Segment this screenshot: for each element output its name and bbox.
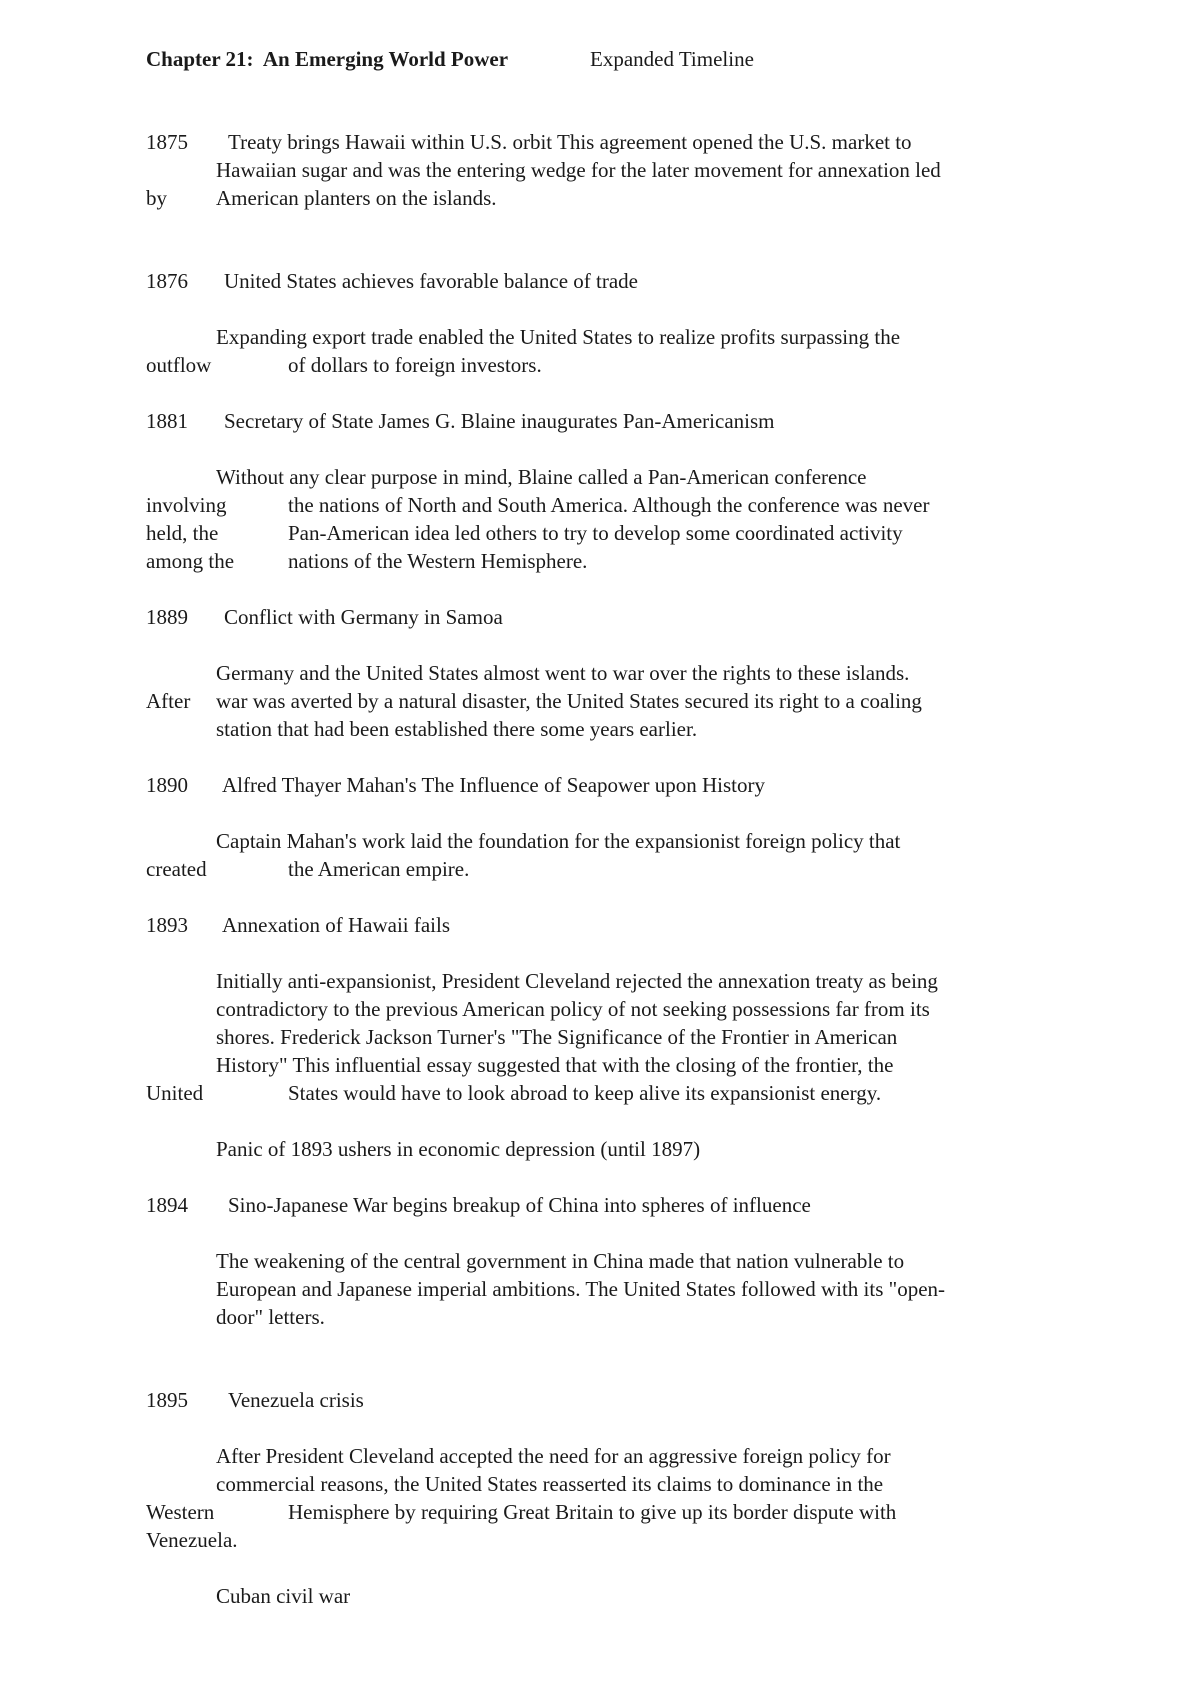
entry-margin-text: Western bbox=[146, 1500, 215, 1524]
entry-text: European and Japanese imperial ambitions. The United States followed with its "open- bbox=[216, 1277, 946, 1301]
entry-text: war was averted by a natural disaster, the United States secured its right to a coaling bbox=[216, 689, 922, 713]
entry-heading: Venezuela crisis bbox=[228, 1388, 364, 1412]
entry-text: door" letters. bbox=[216, 1305, 325, 1329]
entry-heading: Alfred Thayer Mahan's The Influence of Seapower upon History bbox=[222, 773, 766, 797]
entry-text: Captain Mahan's work laid the foundation for the expansionist foreign policy that bbox=[216, 829, 901, 853]
entry-text: nations of the Western Hemisphere. bbox=[288, 549, 588, 573]
entry-text: States would have to look abroad to keep alive its expansionist energy. bbox=[288, 1081, 882, 1105]
entry-year: 1876 bbox=[146, 269, 188, 293]
entry-text: Without any clear purpose in mind, Blaine called a Pan-American conference bbox=[216, 465, 867, 489]
entry-year: 1893 bbox=[146, 913, 188, 937]
entry-text: Hawaiian sugar and was the entering wedge for the later movement for annexation led bbox=[216, 158, 941, 182]
entry-year: 1875 bbox=[146, 130, 188, 154]
entry-margin-text: United bbox=[146, 1081, 204, 1105]
entry-margin-text: among the bbox=[146, 549, 235, 573]
entry-text: station that had been established there some years earlier. bbox=[216, 717, 698, 741]
entry-text: Cuban civil war bbox=[216, 1584, 351, 1608]
entry-year: 1895 bbox=[146, 1388, 188, 1412]
entry-text: Expanding export trade enabled the United States to realize profits surpassing the bbox=[216, 325, 901, 349]
entry-year: 1881 bbox=[146, 409, 188, 433]
entry-heading: United States achieves favorable balance of trade bbox=[224, 269, 638, 293]
chapter-title: Chapter 21: An Emerging World Power bbox=[146, 47, 509, 71]
entry-heading: Annexation of Hawaii fails bbox=[222, 913, 451, 937]
entry-year: 1889 bbox=[146, 605, 188, 629]
entry-heading: Conflict with Germany in Samoa bbox=[224, 605, 503, 629]
entry-year: 1894 bbox=[146, 1193, 188, 1217]
entry-text: The weakening of the central government in China made that nation vulnerable to bbox=[216, 1249, 905, 1273]
entry-text: History" This influential essay suggested that with the closing of the frontier, the bbox=[216, 1053, 894, 1077]
entry-text: commercial reasons, the United States reasserted its claims to dominance in the bbox=[216, 1472, 884, 1496]
entry-margin-text: outflow bbox=[146, 353, 212, 377]
entry-margin-text: held, the bbox=[146, 521, 219, 545]
entry-text: After President Cleveland accepted the need for an aggressive foreign policy for bbox=[216, 1444, 891, 1468]
entry-heading: Treaty brings Hawaii within U.S. orbit This agreement opened the U.S. market to bbox=[228, 130, 912, 154]
entry-text: Initially anti-expansionist, President Cleveland rejected the annexation treaty as being bbox=[216, 969, 938, 993]
entry-year: 1890 bbox=[146, 773, 188, 797]
entry-text: Pan-American idea led others to try to develop some coordinated activity bbox=[288, 521, 903, 545]
entry-text: of dollars to foreign investors. bbox=[288, 353, 542, 377]
entry-text: Hemisphere by requiring Great Britain to give up its border dispute with bbox=[288, 1500, 897, 1524]
entry-margin-text: by bbox=[146, 186, 167, 210]
entry-margin-text: involving bbox=[146, 493, 227, 517]
entry-text: Panic of 1893 ushers in economic depression (until 1897) bbox=[216, 1137, 701, 1161]
entry-text: the American empire. bbox=[288, 857, 470, 881]
entry-text: shores. Frederick Jackson Turner's "The Significance of the Frontier in American bbox=[216, 1025, 898, 1049]
entry-text: Venezuela. bbox=[146, 1528, 238, 1552]
entry-text: American planters on the islands. bbox=[216, 186, 497, 210]
entry-heading: Sino-Japanese War begins breakup of China into spheres of influence bbox=[228, 1193, 811, 1217]
entry-margin-text: After bbox=[146, 689, 191, 713]
entry-margin-text: created bbox=[146, 857, 207, 881]
entry-text: the nations of North and South America. Although the conference was never bbox=[288, 493, 930, 517]
chapter-subtitle: Expanded Timeline bbox=[590, 47, 754, 71]
entry-text: contradictory to the previous American policy of not seeking possessions far from its bbox=[216, 997, 930, 1021]
entry-heading: Secretary of State James G. Blaine inaugurates Pan-Americanism bbox=[224, 409, 775, 433]
entry-text: Germany and the United States almost went to war over the rights to these islands. bbox=[216, 661, 910, 685]
